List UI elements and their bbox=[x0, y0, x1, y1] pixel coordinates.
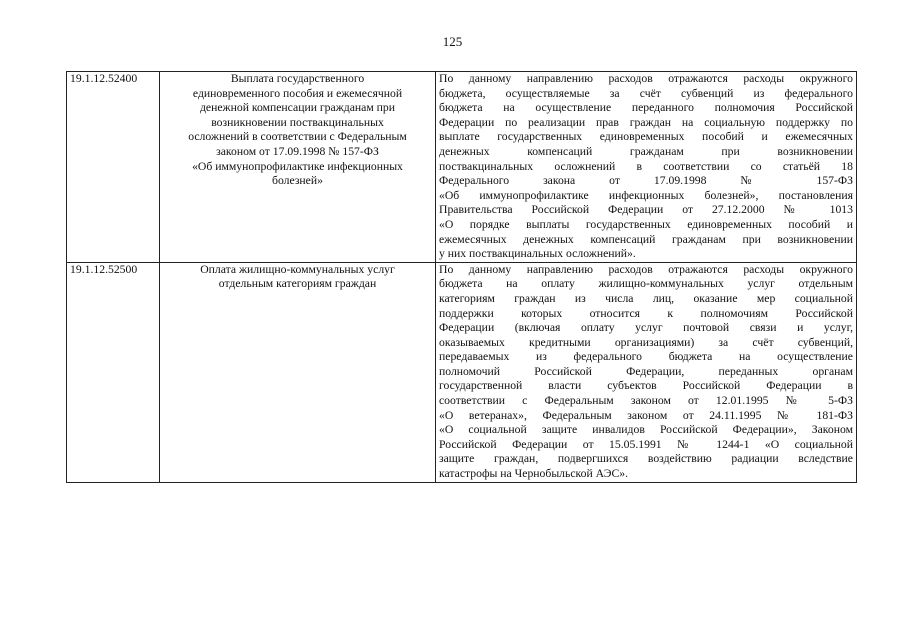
expense-name-line: единовременного пособия и ежемесячной bbox=[192, 86, 403, 100]
expense-name-cell bbox=[160, 72, 436, 263]
description-line: поствакцинальных осложнений в соответствии со статьёй 18 bbox=[439, 159, 853, 173]
description-line: бюджета на оплату жилищно-коммунальных услуг отдельным bbox=[439, 277, 853, 291]
description-line: государственной власти субъектов Российской Федерации в bbox=[439, 379, 853, 393]
expense-name-line: возникновении поствакцинальных bbox=[211, 115, 384, 129]
table-row bbox=[67, 72, 857, 263]
expense-name-cell bbox=[160, 262, 436, 482]
description-line: выплате государственных единовременных пособий и ежемесячных bbox=[439, 130, 853, 144]
description-line: катастрофы на Чернобыльской АЭС». bbox=[439, 467, 629, 481]
description-line: соответствии с Федеральным законом от 12.01.1995 № 5-ФЗ bbox=[439, 394, 853, 408]
expense-name-line: Оплата жилищно-коммунальных услуг bbox=[200, 262, 395, 276]
expense-name-line: Выплата государственного bbox=[230, 72, 365, 85]
expense-name-line: денежной компенсации гражданам при bbox=[199, 101, 396, 115]
expense-description-cell bbox=[436, 72, 857, 263]
budget-code-cell: 19.1.12.52500 bbox=[67, 262, 160, 482]
description-line: По данному направлению расходов отражаются расходы окружного bbox=[439, 262, 853, 276]
expense-name-line: отдельным категориям граждан bbox=[218, 277, 377, 291]
description-line: передаваемых из федерального бюджета на осуществление bbox=[439, 350, 853, 364]
page-number: 125 bbox=[442, 34, 463, 49]
description-line: «О ветеранах», Федеральным законом от 24.11.1995 № 181-ФЗ bbox=[439, 408, 853, 422]
description-line: Правительства Российской Федерации от 27.12.2000 № 1013 bbox=[439, 203, 853, 217]
expense-name-line: «Об иммунопрофилактике инфекционных bbox=[192, 159, 403, 173]
description-line: категориям граждан из числа лиц, оказание мер социальной bbox=[439, 291, 853, 305]
description-line: Федерации по реализации прав граждан на социальную поддержку по bbox=[439, 115, 853, 129]
description-line: Федерации (включая оплату услуг почтовой связи и услуг, bbox=[439, 321, 853, 335]
description-line: поддержки которых относится к полномочиям Российской bbox=[439, 306, 853, 320]
description-line: у них поствакцинальных осложнений». bbox=[439, 247, 636, 261]
description-line: Российской Федерации от 15.05.1991 № 1244-1 «О социальной bbox=[439, 437, 853, 451]
description-line: «О порядке выплаты государственных единовременных пособий и bbox=[439, 217, 853, 231]
description-line: «Об иммунопрофилактике инфекционных болезней», постановления bbox=[439, 188, 853, 202]
description-line: защите граждан, подвергшихся воздействию радиации вследствие bbox=[439, 452, 853, 466]
expense-description-cell bbox=[436, 262, 857, 482]
description-line: полномочий Российской Федерации, переданных органам bbox=[439, 364, 853, 378]
expense-name-line: осложнений в соответствии с Федеральным bbox=[188, 130, 407, 144]
budget-code-cell: 19.1.12.52400 bbox=[67, 72, 160, 263]
budget-classification-table bbox=[66, 71, 857, 483]
description-line: денежных компенсаций гражданам при возникновении bbox=[439, 144, 853, 158]
description-line: бюджета, осуществляемые за счёт субвенций из федерального bbox=[439, 86, 853, 100]
description-line: оказываемых кредитными организациями) за счёт субвенций, bbox=[439, 335, 853, 349]
description-line: бюджета на осуществление переданного полномочия Российской bbox=[439, 101, 853, 115]
description-line: Федерального закона от 17.09.1998 № 157-ФЗ bbox=[439, 174, 853, 188]
description-line: ежемесячных денежных компенсаций гражданам при возникновении bbox=[439, 232, 853, 246]
expense-name-line: болезней» bbox=[272, 174, 323, 188]
expense-name-line: законом от 17.09.1998 № 157-ФЗ bbox=[216, 144, 379, 158]
description-line: По данному направлению расходов отражаются расходы окружного bbox=[439, 72, 853, 85]
description-line: «О социальной защите инвалидов Российской Федерации», Законом bbox=[439, 423, 853, 437]
table-row bbox=[67, 262, 857, 482]
